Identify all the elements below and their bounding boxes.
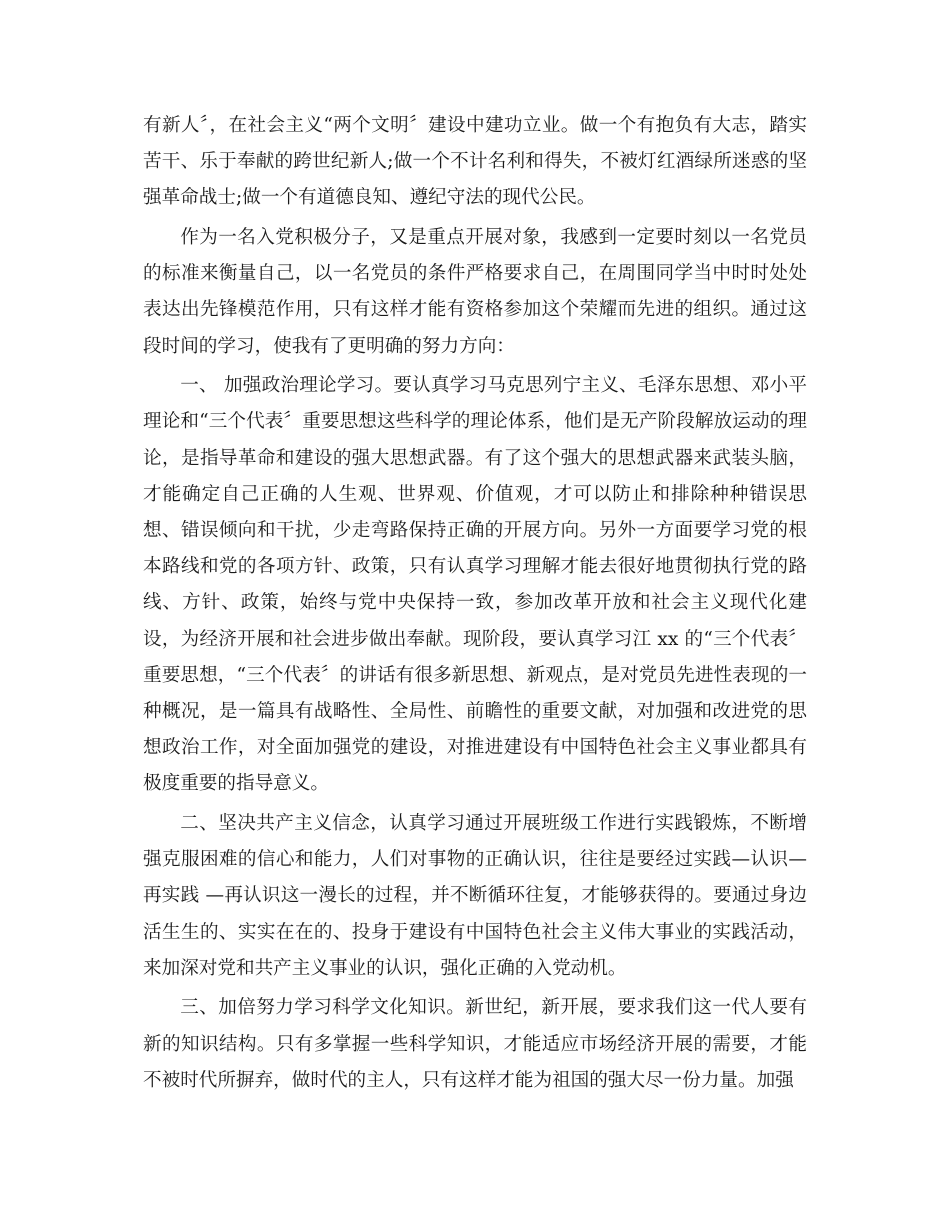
paragraph-activist-intro: 作为一名入党积极分子，又是重点开展对象，我感到一定要时刻以一名党员的标准来衡量自己，以一名党员的条件严格要求自己，在周围同学当中时时处处表达出先锋模范作用，只有这样才能有资格参加这个荣耀而先进的组织。通过这段时间的学习，使我有了更明确的努力方向： xyxy=(143,227,807,357)
document-body xyxy=(143,108,807,1102)
paragraph-point-three: 三、加倍努力学习科学文化知识。新世纪，新开展，要求我们这一代人要有新的知识结构。只有多掌握一些科学知识，才能适应市场经济开展的需要，才能不被时代所摒弃，做时代的主人，只有这样才能为祖国的强大尽一份力量。加强 xyxy=(143,997,807,1091)
paragraph-point-one: 一、 加强政治理论学习。要认真学习马克思列宁主义、毛泽东思想、邓小平理论和“三个代表〞重要思想这些科学的理论体系，他们是无产阶段解放运动的理论，是指导革命和建设的强大思想武器。有了这个强大的思想武器来武装头脑，才能确定自己正确的人生观、世界观、价值观，才可以防止和排除种种错误思想、错误倾向和干扰，少走弯路保持正确的开展方向。另外一方面要学习党的根本路线和党的各项方针、政策，只有认真学习理解才能去很好地贯彻执行党的路线、方针、政策，始终与党中央保持一致，参加改革开放和社会主义现代化建设，为经济开展和社会进步做出奉献。现阶段，要认真学习江 xx 的“三个代表〞重要思想，“三个代表〞的讲话有很多新思想、新观点，是对党员先进性表现的一种概况，是一篇具有战略性、全局性、前瞻性的重要文献，对加强和改进党的思想政治工作，对全面加强党的建设，对推进建设有中国特色社会主义事业都具有极度重要的指导意义。 xyxy=(143,375,807,795)
paragraph-point-two: 二、坚决共产主义信念，认真学习通过开展班级工作进行实践锻炼，不断增强克服困难的信心和能力，人们对事物的正确认识，往往是要经过实践—认识—再实践 —再认识这一漫长的过程，并不断循环往复，才能够获得的。要通过身边活生生的、实实在在的、投身于建设有中国特色社会主义伟大事业的实践活动，来加深对党和共产主义事业的认识，强化正确的入党动机。 xyxy=(143,813,807,979)
paragraph-continuation: 有新人〞，在社会主义“两个文明〞建设中建功立业。做一个有抱负有大志，踏实苦干、乐于奉献的跨世纪新人;做一个不计名利和得失，不被灯红酒绿所迷惑的坚强革命战士;做一个有道德良知、遵纪守法的现代公民。 xyxy=(143,115,807,209)
